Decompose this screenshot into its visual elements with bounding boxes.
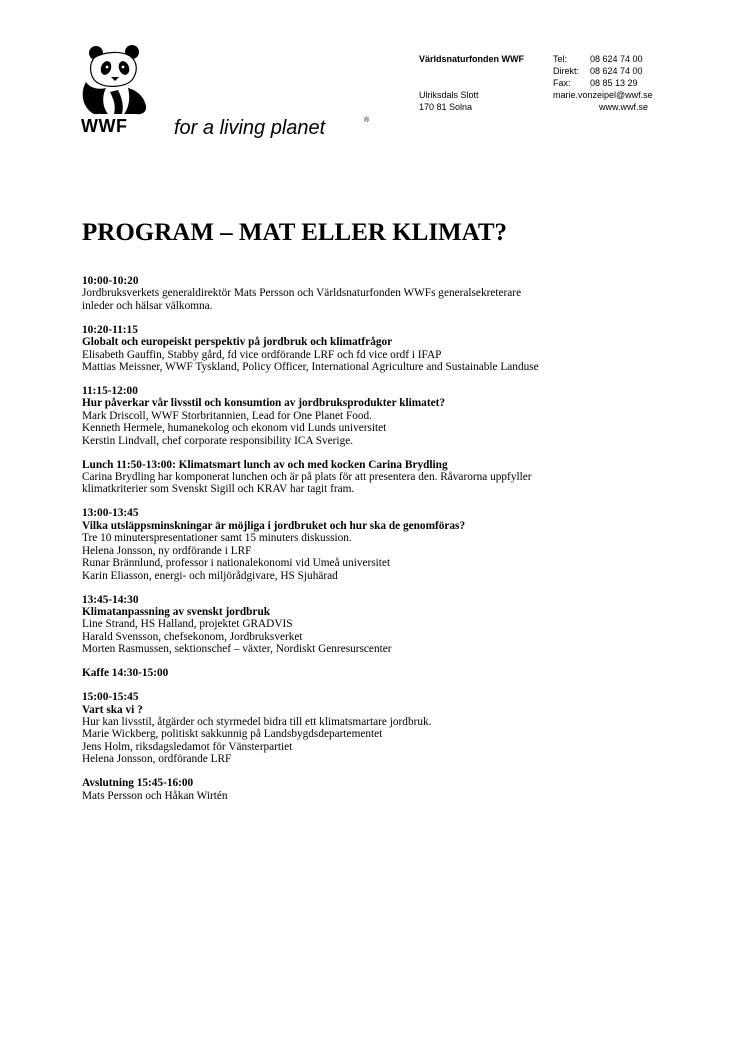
direkt-value: 08 624 74 00 xyxy=(590,66,643,76)
program-session xyxy=(82,691,682,765)
program-session xyxy=(82,459,682,496)
session-line: Mattias Meissner, WWF Tyskland, Policy Officer, International Agriculture and Sustainable Landuse xyxy=(82,361,539,374)
session-line: Karin Eliasson, energi- och miljörådgivare, HS Sjuhärad xyxy=(82,569,338,582)
street-address: Ulriksdals Slott xyxy=(419,90,479,100)
session-line: Harald Svensson, chefsekonom, Jordbruksverket xyxy=(82,630,303,643)
session-line: Elisabeth Gauffin, Stabby gård, fd vice ordförande LRF och fd vice ordf i IFAP xyxy=(82,348,442,361)
session-line: Helena Jonsson, ordförande LRF xyxy=(82,753,232,766)
session-time: 11:15-12:00 xyxy=(82,385,138,398)
session-heading: Globalt och europeiskt perspektiv på jordbruk och klimatfrågor xyxy=(82,336,393,349)
session-line: klimatkriterier som Svenskt Sigill och KRAV har tagit fram. xyxy=(82,483,355,496)
session-line: Runar Brännlund, professor i nationalekonomi vid Umeå universitet xyxy=(82,557,391,570)
session-line: Carina Brydling har komponerat lunchen och är på plats för att presentera den. Råvarorna uppfyller xyxy=(82,471,532,484)
session-line: Helena Jonsson, ny ordförande i LRF xyxy=(82,544,252,557)
session-line: Jens Holm, riksdagsledamot för Vänsterpartiet xyxy=(82,740,293,753)
program-session xyxy=(82,275,682,312)
registered-mark-logo: ® xyxy=(136,110,141,116)
session-line: Line Strand, HS Halland, projektet GRADVIS xyxy=(82,618,293,631)
direkt-label: Direkt: xyxy=(553,66,580,76)
fax-value: 08 85 13 29 xyxy=(590,78,638,88)
session-line: Kerstin Lindvall, chef corporate responsibility ICA Sverige. xyxy=(82,434,354,447)
program-session xyxy=(82,507,682,581)
program-session xyxy=(82,324,682,374)
session-line: Tre 10 minuterspresentationer samt 15 minuters diskussion. xyxy=(82,532,352,545)
session-line: Mark Driscoll, WWF Storbritannien, Lead for One Planet Food. xyxy=(82,409,373,422)
program-list xyxy=(82,275,682,814)
contact-block xyxy=(553,53,665,113)
tel-value: 08 624 74 00 xyxy=(590,54,643,64)
wwf-panda-logo xyxy=(80,44,150,116)
program-session xyxy=(82,385,682,447)
session-heading: Vart ska vi ? xyxy=(82,703,143,716)
website-link[interactable]: www.wwf.se xyxy=(598,102,648,112)
postal-address: 170 81 Solna xyxy=(419,102,473,112)
session-heading: Vilka utsläppsminskningar är möjliga i jordbruket och hur ska de genomföras? xyxy=(82,519,466,532)
session-time: 10:20-11:15 xyxy=(82,323,138,336)
program-session xyxy=(82,594,682,656)
session-time: Avslutning 15:45-16:00 xyxy=(82,777,194,790)
program-session xyxy=(82,667,682,679)
session-line: Hur kan livsstil, åtgärder och styrmedel bidra till ett klimatsmartare jordbruk. xyxy=(82,715,432,728)
program-session xyxy=(82,777,682,802)
session-heading: Hur påverkar vår livsstil och konsumtion av jordbruksprodukter klimatet? xyxy=(82,397,446,410)
session-line: Kenneth Hermele, humanekolog och ekonom vid Lunds universitet xyxy=(82,422,387,435)
tel-label: Tel: xyxy=(553,54,568,64)
session-line: Marie Wickberg, politiskt sakkunnig på Landsbygdsdepartementet xyxy=(82,728,383,741)
session-line: Morten Rasmussen, sektionschef – växter, Nordiskt Genresurscenter xyxy=(82,643,392,656)
session-time: 10:00-10:20 xyxy=(82,275,139,287)
org-name: Världsnaturfonden WWF xyxy=(419,54,524,64)
fax-label: Fax: xyxy=(553,78,571,88)
page-title: PROGRAM – MAT ELLER KLIMAT? xyxy=(82,219,508,246)
session-time: 13:45-14:30 xyxy=(82,593,139,606)
session-time: 13:00-13:45 xyxy=(82,507,139,520)
session-time: Lunch 11:50-13:00: Klimatsmart lunch av och med kocken Carina Brydling xyxy=(82,458,448,471)
address-block xyxy=(419,53,524,113)
session-heading: Klimatanpassning av svenskt jordbruk xyxy=(82,605,271,618)
session-line: Jordbruksverkets generaldirektör Mats Persson och Världsnaturfonden WWFs generalsekreterare xyxy=(82,287,522,300)
session-line: Mats Persson och Håkan Wirtén xyxy=(82,789,228,802)
session-line: inleder och hälsar välkomna. xyxy=(82,299,213,312)
tagline: for a living planet xyxy=(174,117,326,139)
email-link[interactable]: marie.vonzeipel@wwf.se xyxy=(553,90,653,100)
session-time: 15:00-15:45 xyxy=(82,691,139,704)
session-time: Kaffe 14:30-15:00 xyxy=(82,667,169,680)
registered-mark-tagline: ® xyxy=(364,117,370,124)
wwf-wordmark: WWF xyxy=(81,116,128,136)
